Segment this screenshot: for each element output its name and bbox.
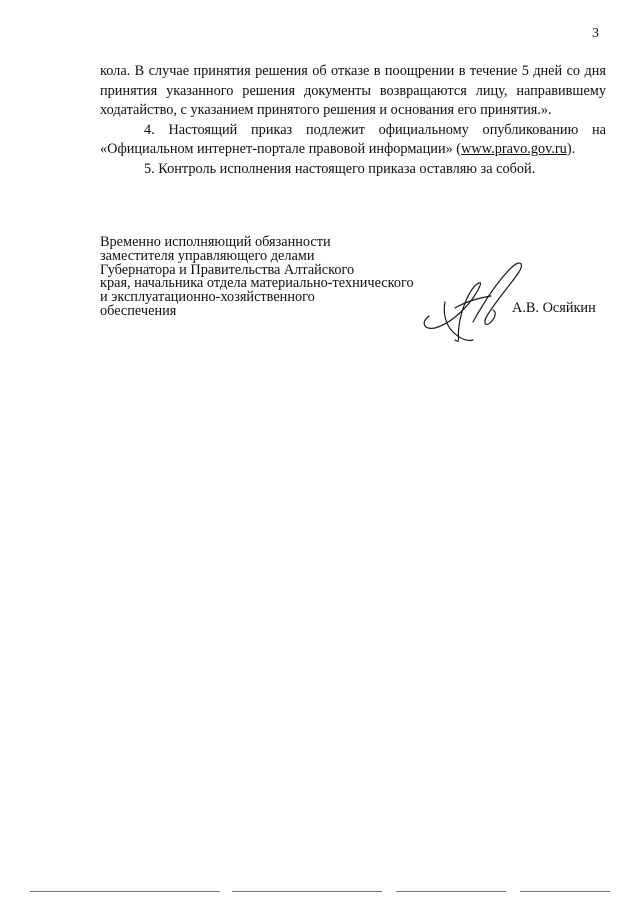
signatory-line: Губернатора и Правительства Алтайского bbox=[100, 261, 355, 278]
paragraph-publication bbox=[100, 121, 606, 160]
document-body bbox=[100, 62, 606, 179]
signatory-line: и эксплуатационно-хозяйственного bbox=[100, 289, 315, 306]
publication-text: 4. Настоящий приказ подлежит официальному опубликованию на «Официальном интернет-портале правовой информации» ( bbox=[100, 121, 606, 157]
signatory-line: края, начальника отдела материально-технического bbox=[100, 275, 414, 292]
signer-name: А.В. Осяйкин bbox=[512, 300, 596, 316]
signatory-line: обеспечения bbox=[100, 302, 177, 319]
page-number: 3 bbox=[592, 26, 599, 41]
pravo-link[interactable]: www.pravo.gov.ru bbox=[461, 141, 567, 157]
paragraph-control: 5. Контроль исполнения настоящего приказа оставляю за собой. bbox=[144, 160, 536, 177]
publication-text-end: ). bbox=[566, 141, 576, 157]
footer-rule bbox=[232, 891, 382, 892]
footer-rule bbox=[396, 891, 506, 892]
footer-rule bbox=[520, 891, 610, 892]
signatory-line: заместителя управляющего делами bbox=[100, 247, 315, 264]
signatory-line: Временно исполняющий обязанности bbox=[100, 234, 331, 250]
signatory-position bbox=[100, 236, 445, 319]
footer-rule bbox=[30, 891, 220, 892]
signature-stroke bbox=[424, 283, 480, 341]
paragraph-continuation: кола. В случае принятия решения об отказе в поощрении в течение 5 дней со дня принятия указанного решения документы возвращаются лицу, направившему ходатайство, с указанием принятого решения и основания его принятия.». bbox=[100, 63, 606, 118]
